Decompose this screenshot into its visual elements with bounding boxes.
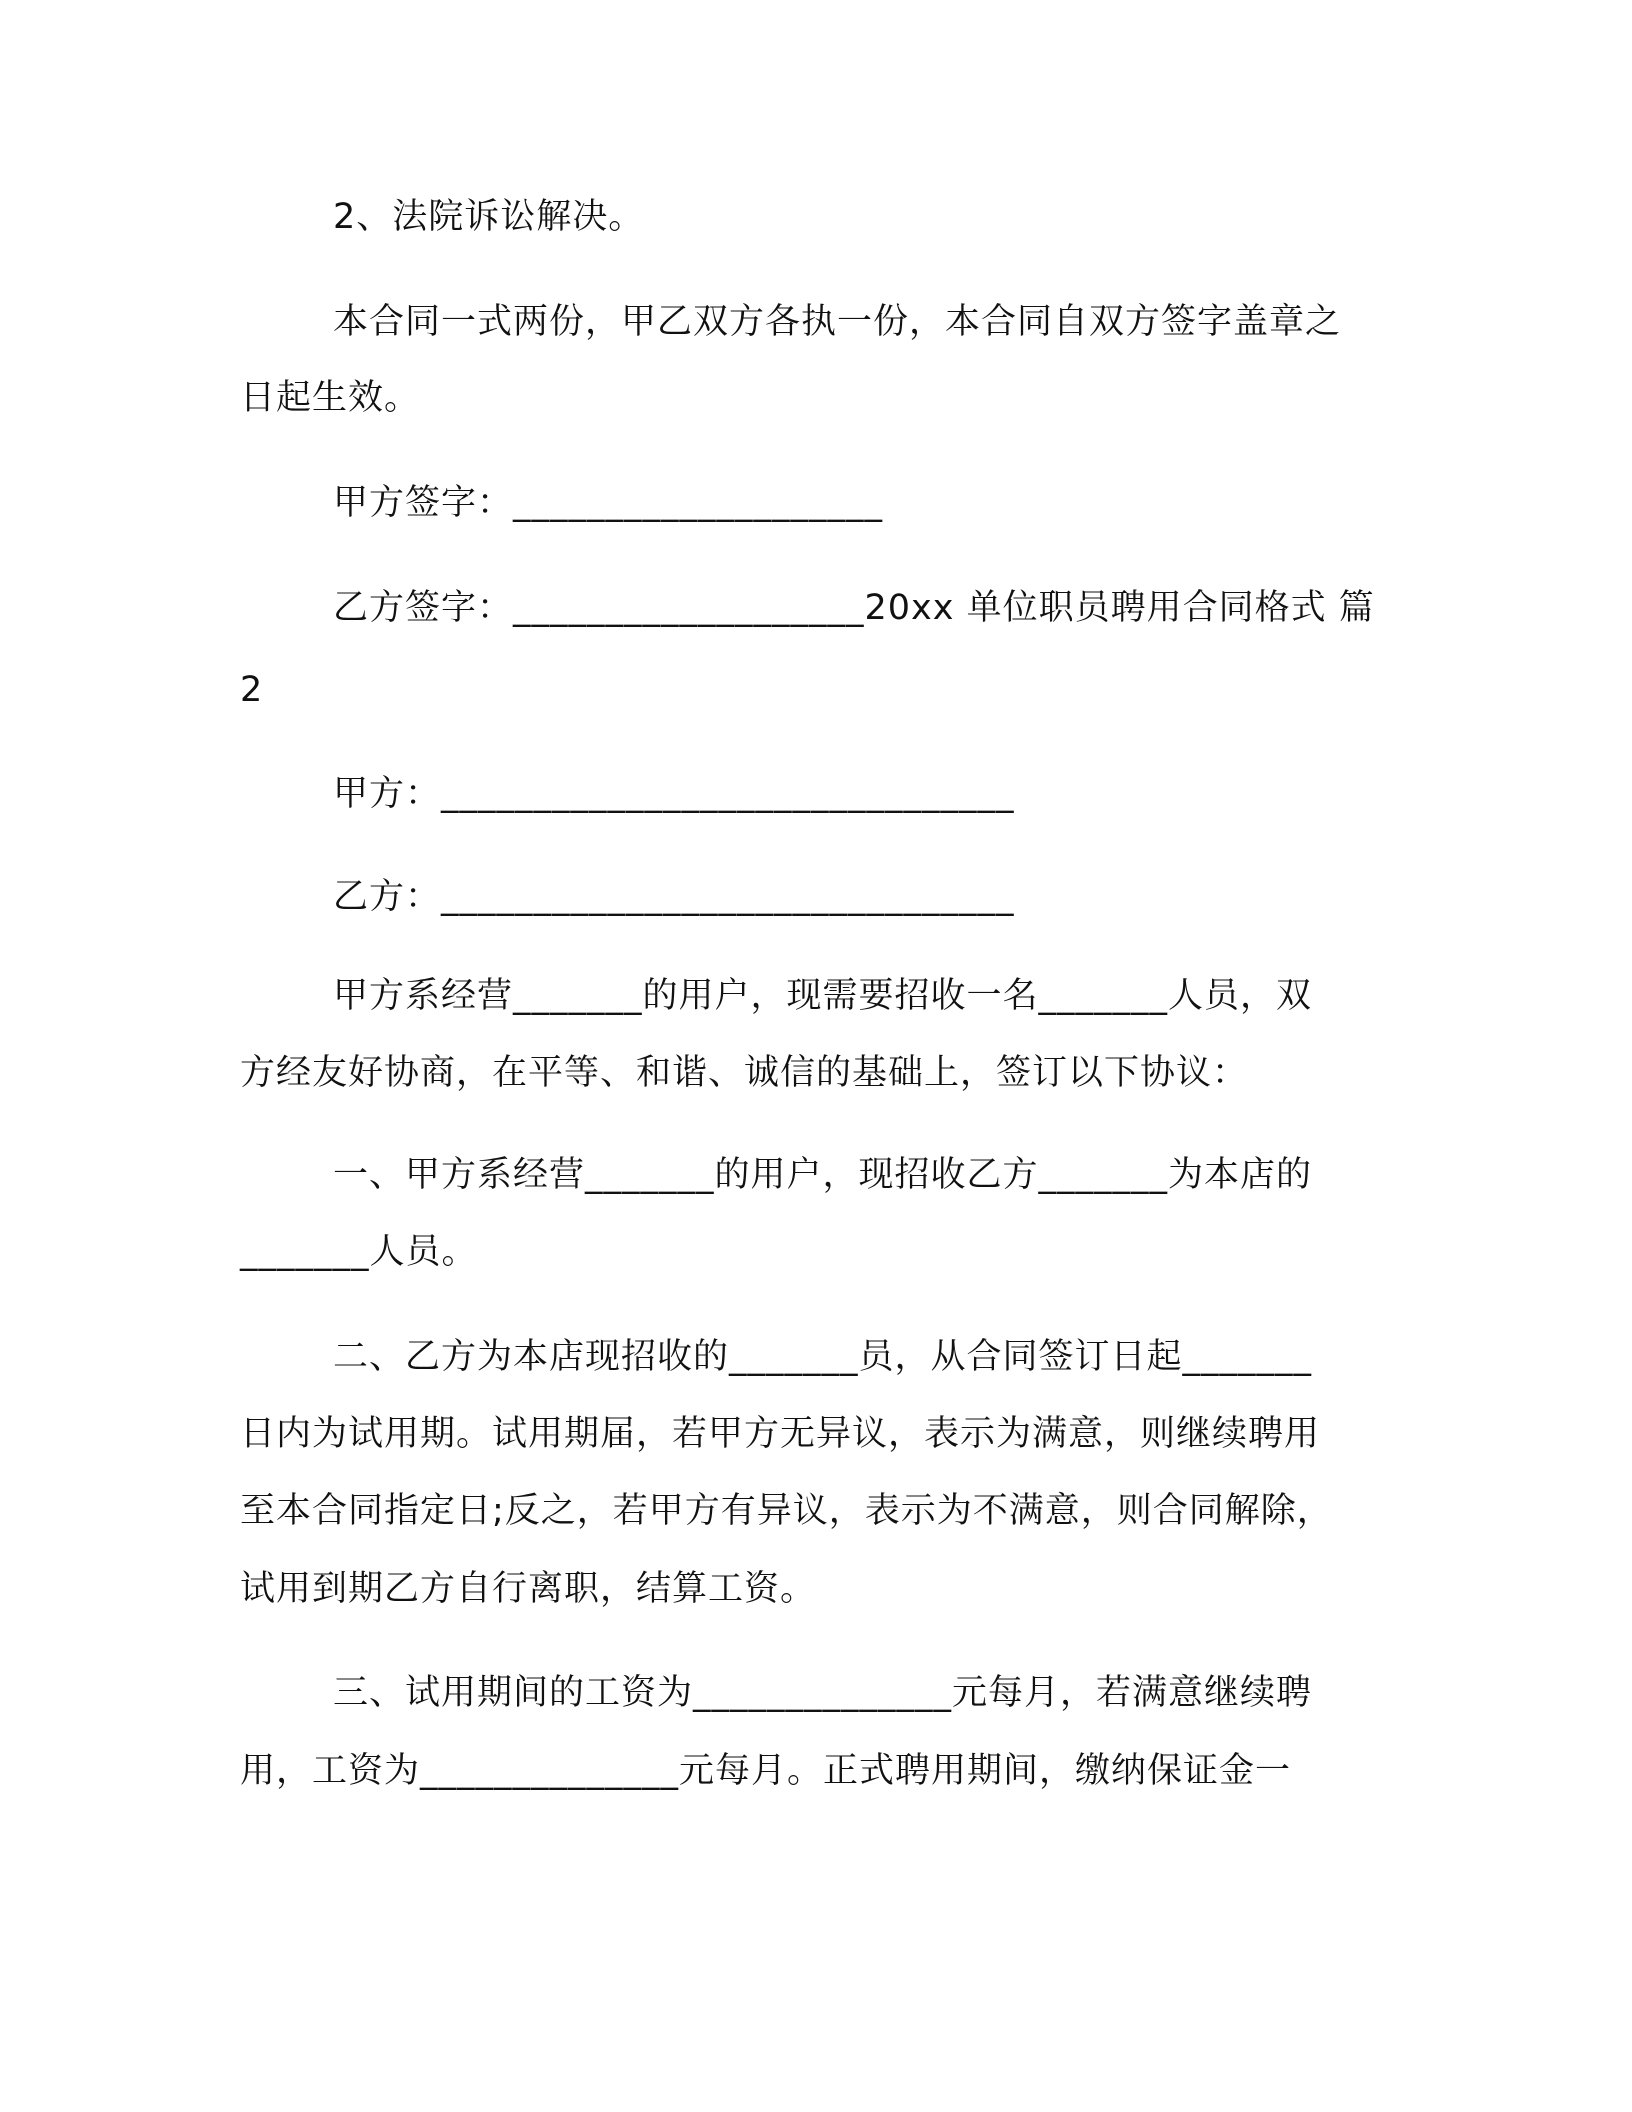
text-line: 三、试用期间的工资为______________元每月，若满意继续聘	[333, 1673, 1313, 1713]
text-line: 甲方：_______________________________	[333, 774, 1015, 814]
text-line: 日起生效。	[240, 378, 421, 418]
text-line: _______人员。	[240, 1232, 478, 1272]
text-line: 甲方签字：____________________	[333, 483, 884, 523]
text-line: 试用到期乙方自行离职，结算工资。	[240, 1569, 817, 1609]
text-line: 甲方系经营_______的用户，现需要招收一名_______人员，双	[333, 976, 1313, 1016]
text-line: 2、法院诉讼解决。	[333, 197, 645, 237]
text-line: 至本合同指定日;反之，若甲方有异议，表示为不满意，则合同解除，	[240, 1491, 1333, 1531]
text-line: 日内为试用期。试用期届，若甲方无异议，表示为满意，则继续聘用	[240, 1414, 1321, 1454]
text-line: 方经友好协商，在平等、和谐、诚信的基础上，签订以下协议：	[240, 1053, 1249, 1093]
text-line: 本合同一式两份，甲乙双方各执一份，本合同自双方签字盖章之	[333, 302, 1342, 342]
text-line: 二、乙方为本店现招收的_______员，从合同签订日起_______	[333, 1337, 1313, 1377]
text-line: 一、甲方系经营_______的用户，现招收乙方_______为本店的	[333, 1155, 1313, 1195]
text-line: 用，工资为______________元每月。正式聘用期间，缴纳保证金一	[240, 1751, 1292, 1791]
text-line: 乙方签字：___________________20xx 单位职员聘用合同格式 篇	[333, 588, 1375, 628]
text-line: 乙方：_______________________________	[333, 877, 1015, 917]
text-line: 2	[240, 670, 264, 710]
